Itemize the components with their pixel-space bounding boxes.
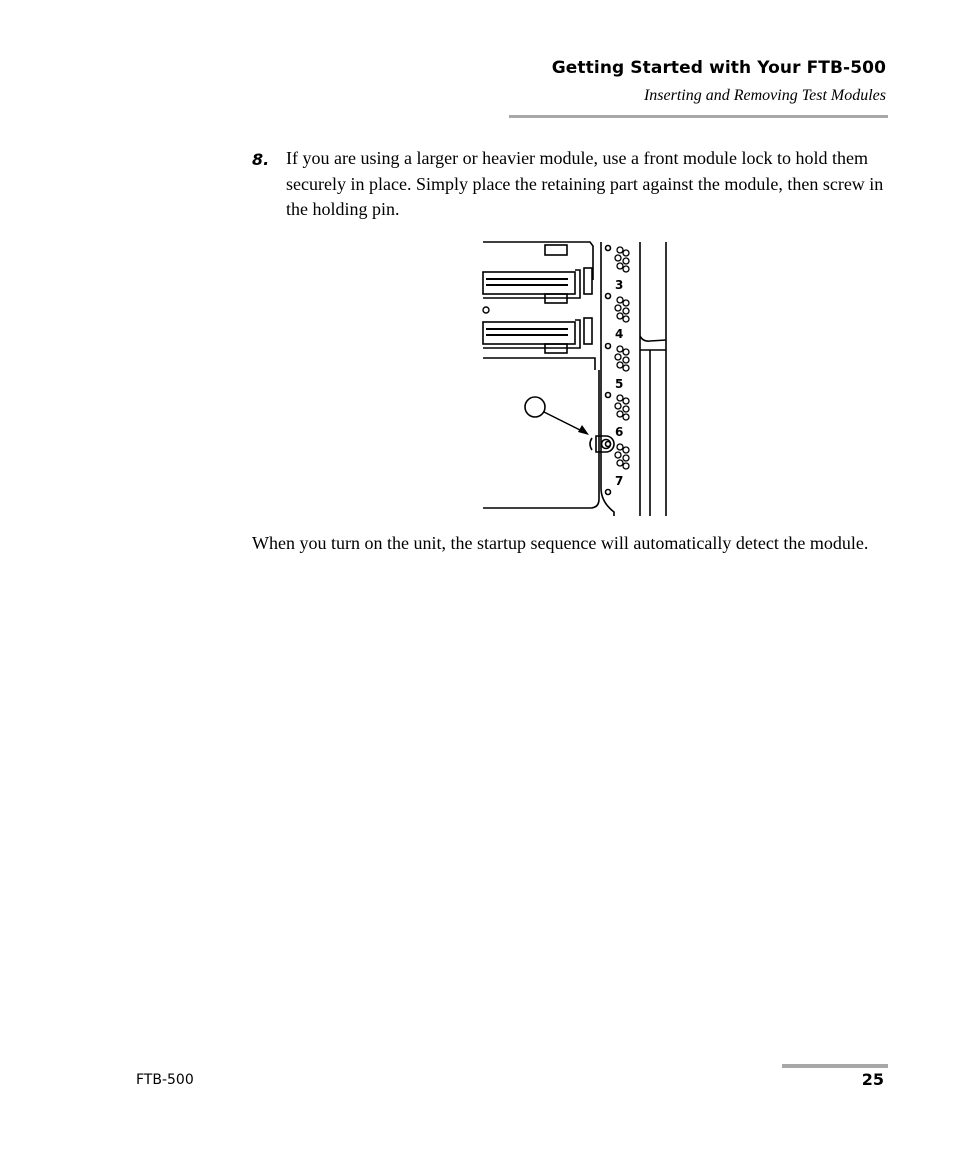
module-lock-illustration <box>480 240 670 516</box>
header-rule <box>509 115 888 118</box>
body-paragraph: When you turn on the unit, the startup sequence will automatically detect the module. <box>252 533 869 553</box>
step-number: 8. <box>252 150 270 169</box>
slot-number-5: 5 <box>615 377 624 391</box>
slot-number-4: 4 <box>615 327 624 341</box>
header-subtitle: Inserting and Removing Test Modules <box>643 87 886 104</box>
module-lock-figure <box>480 240 670 516</box>
header-title: Getting Started with Your FTB-500 <box>551 58 886 78</box>
slot-number-6: 6 <box>615 425 624 439</box>
slot-number-3: 3 <box>615 278 624 292</box>
step-text: If you are using a larger or heavier module, use a front module lock to hold them securely in place. Simply place the retaining part against the module, then screw in the holding pin. <box>286 148 884 219</box>
footer-product: FTB-500 <box>136 1072 194 1088</box>
page-number: 25 <box>861 1070 884 1089</box>
slot-number-7: 7 <box>615 474 624 488</box>
footer-rule <box>782 1064 888 1068</box>
